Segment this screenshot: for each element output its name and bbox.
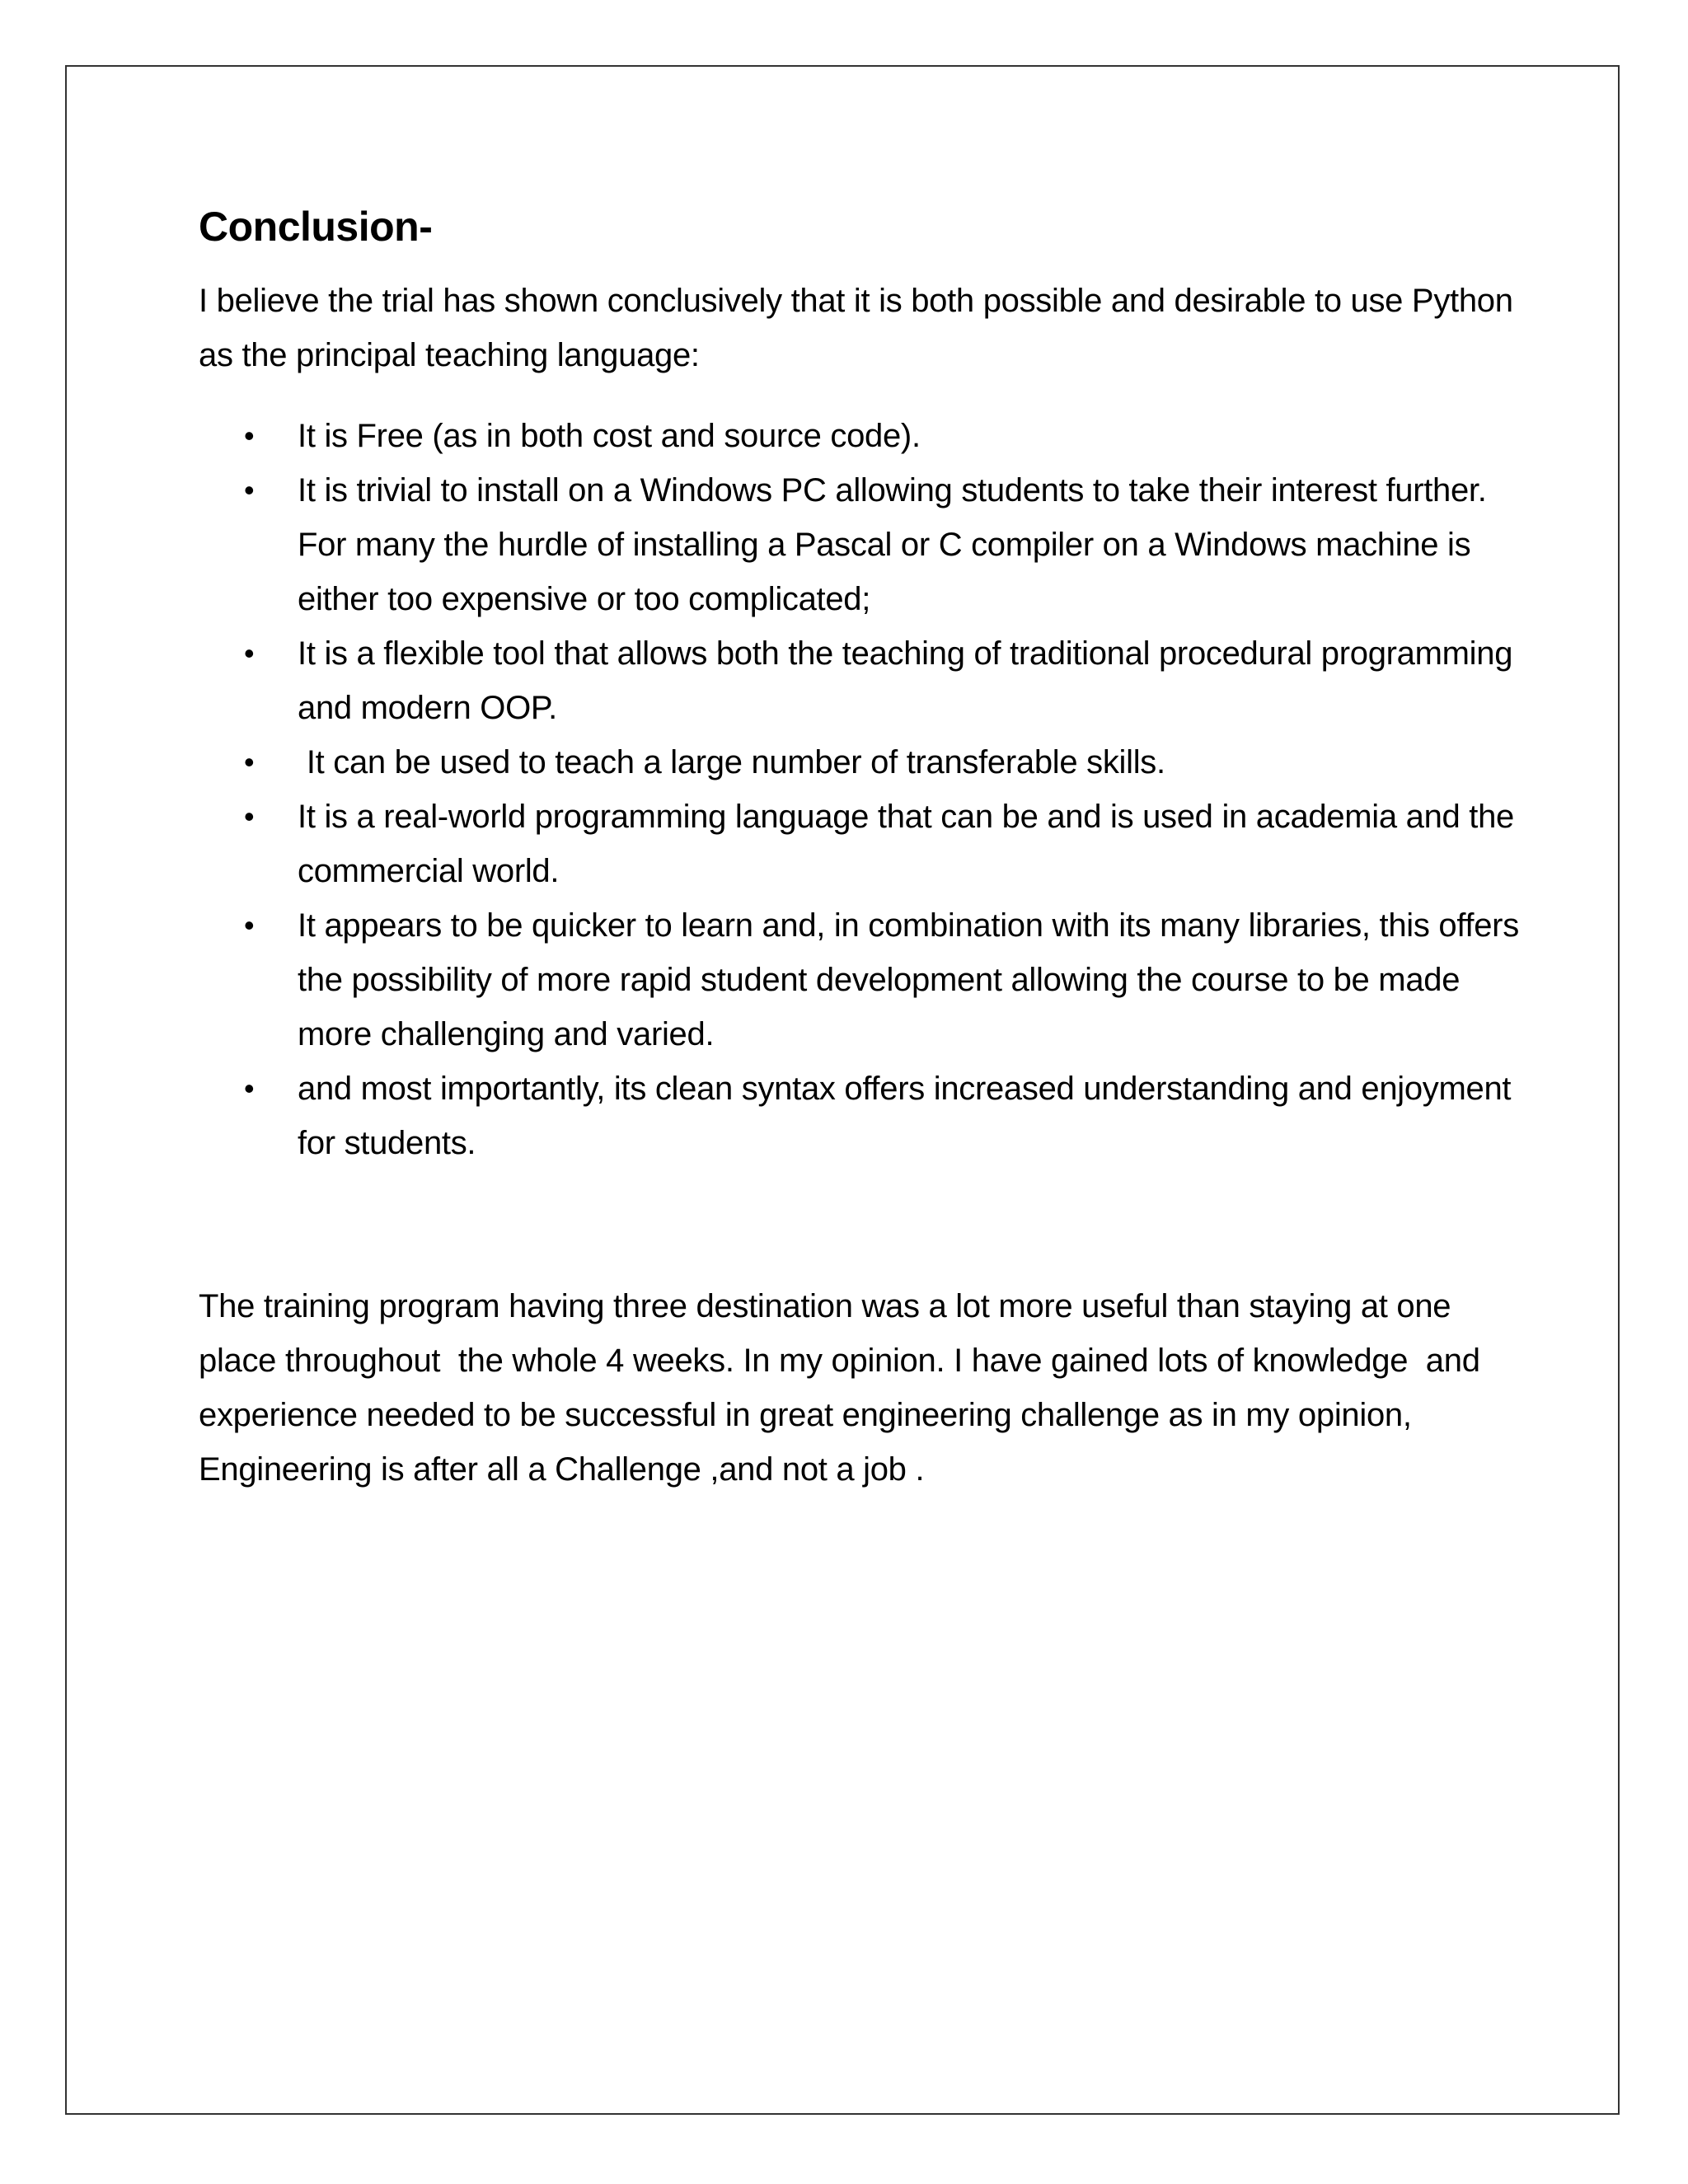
bullet-icon: • (244, 473, 255, 507)
bullet-list (199, 409, 1534, 1170)
bullet-icon: • (244, 908, 255, 942)
list-item-text: It appears to be quicker to learn and, in combination with its many libraries, this offers the possibility of more rapid student development allowing the course to be made more challenging and varied. (298, 907, 1519, 1052)
list-item-text: It is a real-world programming language that can be and is used in academia and the commercial world. (298, 799, 1514, 889)
list-item-text: It can be used to teach a large number of transferable skills. (298, 744, 1165, 780)
bullet-icon: • (244, 745, 255, 779)
bullet-icon: • (244, 799, 255, 833)
list-item (199, 626, 1534, 735)
list-item (199, 735, 1534, 790)
intro-paragraph: I believe the trial has shown conclusively that it is both possible and desirable to use Python as the principal teaching language: (199, 283, 1513, 373)
list-item (199, 1062, 1534, 1170)
list-item-text: and most importantly, its clean syntax offers increased understanding and enjoyment for students. (298, 1071, 1512, 1161)
list-item (199, 409, 1534, 463)
list-item-text: It is trivial to install on a Windows PC allowing students to take their interest further. For many the hurdle of installing a Pascal or C compiler on a Windows machine is either too expensive or too complicated; (298, 472, 1487, 617)
page-title: Conclusion- (199, 204, 433, 250)
list-item-text: It is Free (as in both cost and source code). (298, 418, 921, 454)
list-item (199, 463, 1534, 626)
bullet-icon: • (244, 419, 255, 452)
bullet-icon: • (244, 636, 255, 670)
document-content (199, 198, 1534, 1497)
bullet-icon: • (244, 1071, 255, 1105)
list-item (199, 898, 1534, 1062)
list-item (199, 790, 1534, 898)
list-item-text: It is a flexible tool that allows both the teaching of traditional procedural programming and modern OOP. (298, 635, 1513, 726)
closing-paragraph: The training program having three destination was a lot more useful than staying at one place throughout the whole 4 weeks. In my opinion. I have gained lots of knowledge and experience needed to be successful in great engineering challenge as in my opinion, Engineering is after all a Challenge ,and not a job . (199, 1288, 1489, 1488)
